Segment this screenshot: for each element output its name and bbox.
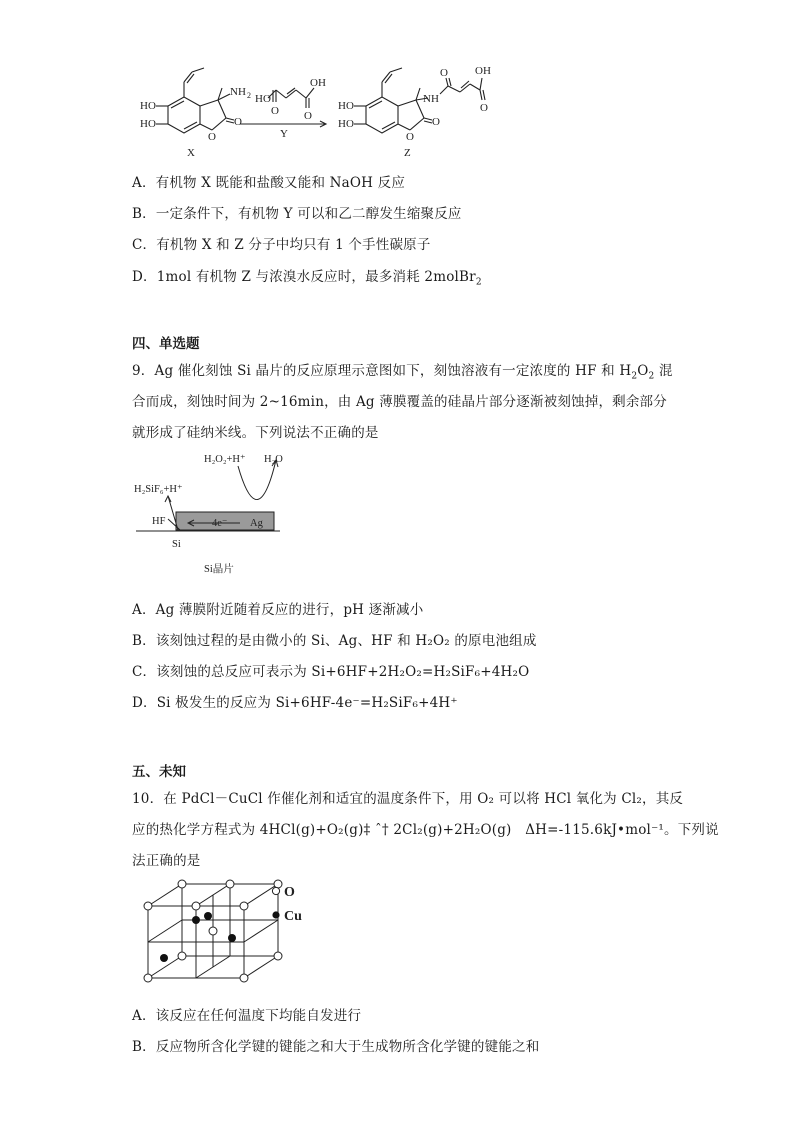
si-wafer-caption: Si晶片 (204, 564, 234, 575)
z-ho-bottom: HO (338, 118, 354, 130)
z-ring-o: O (406, 131, 414, 143)
y-o2: O (304, 110, 312, 122)
q10-stem-line2: 应的热化学方程式为 4HCl(g)+O₂(g)‡ ˆ† 2Cl₂(g)+2H₂O(g) ΔH=-115.6kJ•mol⁻¹。下列说 (132, 822, 719, 838)
si-label: Si (172, 539, 181, 550)
z-acid-o: O (480, 102, 488, 114)
x-nh2-sub: 2 (247, 91, 251, 100)
h2sif6-label: H₂SiF₆+H⁺ (134, 484, 183, 495)
h2o-label: H₂O (264, 454, 283, 465)
q9-option-d: D．Si 极发生的反应为 Si+6HF-4e⁻=H₂SiF₆+4H⁺ (132, 695, 458, 711)
x-label: X (187, 147, 195, 159)
q9-stem-line2: 合而成，刻蚀时间为 2~16min，由 Ag 薄膜覆盖的硅晶片部分逐渐被刻蚀掉，剩余部分 (132, 394, 667, 410)
q9-stem-line1-c: 混 (654, 363, 673, 379)
q9-stem-sub1: 2 (631, 371, 638, 382)
q9-option-c: C．该刻蚀的总反应可表示为 Si+6HF+2H₂O₂=H₂SiF₆+4H₂O (132, 664, 530, 680)
x-keto-o: O (234, 116, 242, 128)
x-ho-bottom: HO (140, 118, 156, 130)
q9-option-a: A．Ag 薄膜附近随着反应的进行，pH 逐渐减小 (132, 602, 424, 618)
q8-option-d-sub: 2 (475, 277, 482, 288)
x-ring-o: O (208, 131, 216, 143)
x-nh2-label: NH (230, 86, 246, 98)
x-ho-top: HO (140, 100, 156, 112)
cu2o-unit-cell-figure (136, 876, 316, 988)
q10-option-a: A．该反应在任何温度下均能自发进行 (132, 1008, 362, 1024)
q8-option-d (132, 265, 482, 288)
hf-label: HF (152, 516, 166, 527)
z-amide-o: O (440, 67, 448, 79)
z-keto-o: O (432, 116, 440, 128)
q8-option-a: A．有机物 X 既能和盐酸又能和 NaOH 反应 (132, 175, 406, 191)
q9-stem-line3: 就形成了硅纳米线。下列说法不正确的是 (132, 425, 379, 441)
h2o2-h-label: H₂O₂+H⁺ (204, 454, 246, 465)
q8-option-c: C．有机物 X 和 Z 分子中均只有 1 个手性碳原子 (132, 237, 431, 253)
y-oh: OH (310, 77, 326, 89)
q9-stem-sub2: 2 (648, 371, 655, 382)
z-label: Z (404, 147, 411, 159)
q10-option-b: B．反应物所含化学键的键能之和大于生成物所含化学键的键能之和 (132, 1039, 540, 1055)
y-o1: O (271, 105, 279, 117)
legend-o-label: O (284, 885, 295, 900)
section-five-title: 五、未知 (132, 764, 186, 780)
q9-option-b: B．该刻蚀过程的是由微小的 Si、Ag、HF 和 H₂O₂ 的原电池组成 (132, 633, 537, 649)
q10-stem-line3: 法正确的是 (132, 853, 201, 869)
arrow-reagent-label: Y (280, 128, 288, 140)
electron-label: 4e⁻ (212, 518, 228, 529)
q10-stem-line1: 10．在 PdCl－CuCl 作催化剂和适宜的温度条件下，用 O₂ 可以将 HCl 氧化为 Cl₂，其反 (132, 791, 684, 807)
z-nh: NH (423, 93, 439, 105)
q9-stem-line1-b: O (637, 363, 649, 379)
q9-stem-line1-a: 9．Ag 催化刻蚀 Si 晶片的反应原理示意图如下，刻蚀溶液有一定浓度的 HF 和 H (132, 363, 632, 379)
q8-option-b: B．一定条件下，有机物 Y 可以和乙二醇发生缩聚反应 (132, 206, 462, 222)
y-ho: HO (255, 93, 271, 105)
z-ho-top: HO (338, 100, 354, 112)
reaction-scheme-figure (130, 58, 510, 162)
z-oh: OH (475, 65, 491, 77)
ag-label: Ag (250, 518, 263, 529)
q8-option-d-text: D．1mol 有机物 Z 与浓溴水反应时，最多消耗 2molBr (132, 269, 476, 285)
section-four-title: 四、单选题 (132, 336, 200, 352)
q9-stem-line1 (132, 359, 673, 382)
si-etching-figure (130, 446, 310, 580)
legend-cu-label: Cu (284, 909, 302, 924)
